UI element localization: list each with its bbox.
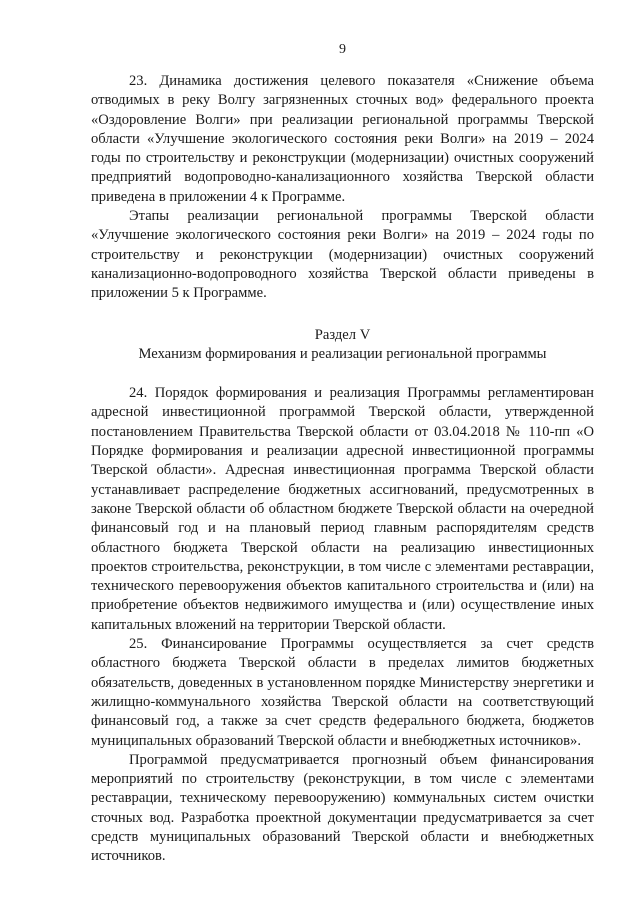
page-number: 9 [339,42,346,57]
document-page [91,40,594,867]
section-heading: Раздел V [314,326,371,343]
paragraph-23: 23. Динамика достижения целевого показателя «Снижение объема отводимых в реку Волгу загрязненных сточных вод» федерального проекта «Оздоровление Волги» при реализации региональной программы Тверской области «Улучшение экологического состояния реки Волги» на 2019 – 2024 годы по строительству и реконструкции (модернизации) очистных сооружений предприятий водопроводно-канализационного хозяйства Тверской области приведена в приложении 4 к Программе. [91,73,594,205]
paragraph-financing: Программой предусматривается прогнозный объем финансирования мероприятий по строительству (реконструкции, в том числе с элементами реставрации, техническому перевооружению) коммунальных систем очистки сточных вод. Разработка проектной документации предусматривается за счет средств муниципальных образований Тверской области и внебюджетных источников. [91,751,594,865]
paragraph-24: 24. Порядок формирования и реализация Программы регламентирован адресной инвестиционной программой Тверской области, утвержденной постановлением Правительства Тверской области от 03.04.2018 № 110-пп «О Порядке формирования и реализации адресной инвестиционной программы Тверской области». Адресная инвестиционная программа Тверской области устанавливает распределение бюджетных ассигнований, предусмотренных в законе Тверской области об областном бюджете Тверской области на очередной финансовый год и на плановый период главным распорядителям средств областного бюджета Тверской области на реализацию инвестиционных проектов строительства, реконструкции, в том числе с элементами реставрации, технического перевооружения объектов капитального строительства и (или) на приобретение объектов недвижимого имущества и (или) осуществление иных капитальных вложений на территории Тверской области. [91,385,594,633]
spacer [91,304,594,326]
spacer [91,364,594,384]
paragraph-25: 25. Финансирование Программы осуществляется за счет средств областного бюджета Тверской области в пределах лимитов бюджетных обязательств, доведенных в установленном порядке Министерству энергетики и жилищно-коммунального хозяйства Тверской области на соответствующий финансовый год, а также за счет средств федерального бюджета, бюджетов муниципальных образований Тверской области и внебюджетных источников». [91,636,594,749]
paragraph-stages: Этапы реализации региональной программы Тверской области «Улучшение экологического состояния реки Волги» на 2019 – 2024 годы по строительству и реконструкции (модернизации) очистных сооружений канализационно-водопроводного хозяйства Тверской области приведены в приложении 5 к Программе. [91,208,594,302]
section-title: Механизм формирования и реализации региональной программы [138,345,547,362]
